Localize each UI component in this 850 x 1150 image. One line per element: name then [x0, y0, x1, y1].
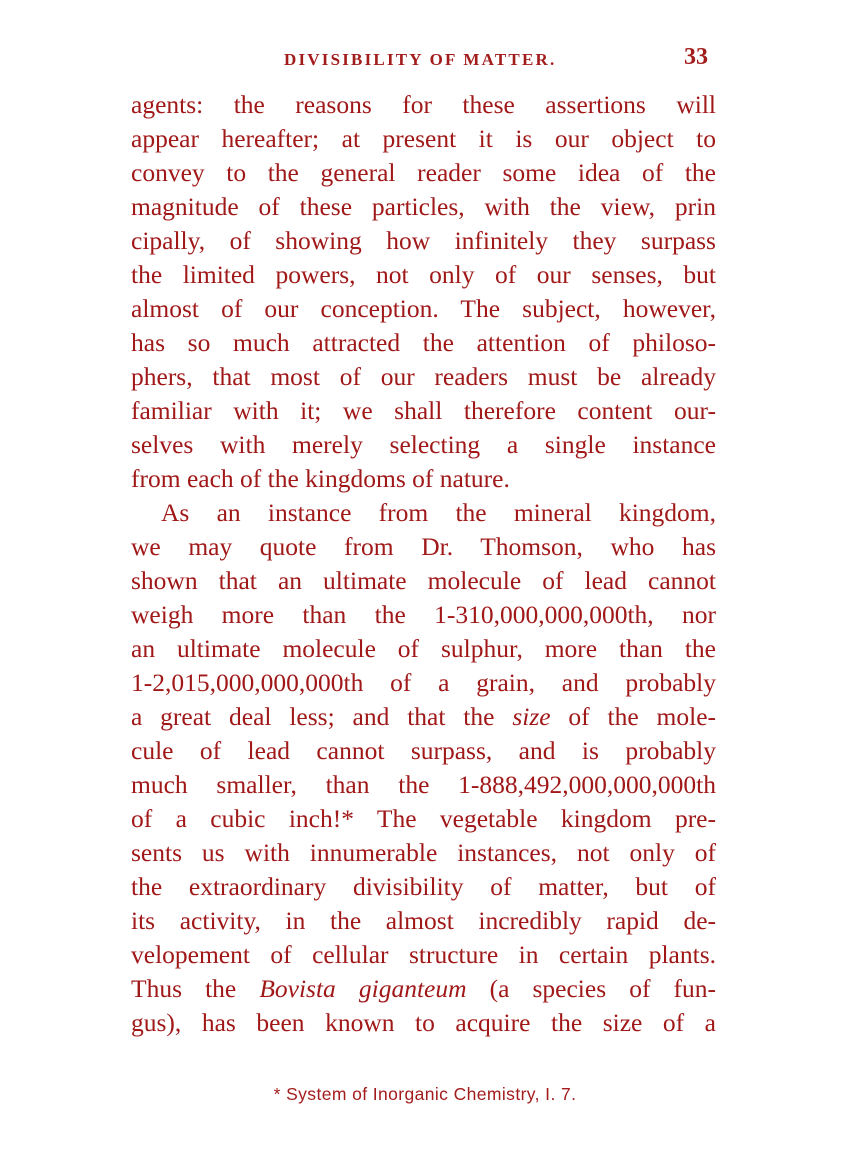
text-line: velopement of cellular structure in certain plants. [131, 940, 716, 969]
running-title: DIVISIBILITY OF MATTER. [284, 50, 557, 69]
text-line: shown that an ultimate molecule of lead cannot [131, 566, 716, 595]
body-text [131, 88, 716, 1040]
line-text: of the mole- [550, 702, 717, 731]
text-line: cipally, of showing how infinitely they surpass [131, 226, 716, 255]
text-line: sents us with innumerable instances, not only of [131, 838, 716, 867]
text-line: appear hereafter; at present it is our object to [131, 124, 716, 153]
line-text: Thus the [131, 974, 260, 1003]
text-line: almost of our conception. The subject, however, [131, 294, 716, 323]
text-line: its activity, in the almost incredibly rapid de- [131, 906, 716, 935]
text-line: an ultimate molecule of sulphur, more than the [131, 634, 716, 663]
text-line: of a cubic inch!* The vegetable kingdom pre- [131, 804, 716, 833]
footnote: * System of Inorganic Chemistry, I. 7. [273, 1084, 577, 1104]
text-line: phers, that most of our readers must be already [131, 362, 716, 391]
line-text: (a species of fun- [466, 974, 717, 1003]
text-line: agents: the reasons for these assertions will [131, 90, 716, 119]
text-line: much smaller, than the 1-888,492,000,000,000th [131, 770, 716, 799]
text-line-with-italic [131, 972, 716, 1006]
text-line: the limited powers, not only of our senses, but [131, 260, 716, 289]
running-head [0, 44, 850, 74]
text-line: selves with merely selecting a single instance [131, 430, 716, 459]
text-line: convey to the general reader some idea of the [131, 158, 716, 187]
text-line: 1-2,015,000,000,000th of a grain, and probably [131, 668, 716, 697]
text-line: has so much attracted the attention of philoso- [131, 328, 716, 357]
italic-species-name: Bovista giganteum [259, 974, 467, 1003]
page-number: 33 [684, 44, 708, 70]
text-line: familiar with it; we shall therefore content our- [131, 396, 716, 425]
text-line: the extraordinary divisibility of matter, but of [131, 872, 716, 901]
paragraph-start-line: As an instance from the mineral kingdom, [161, 498, 716, 527]
text-line: gus), has been known to acquire the size of a [131, 1008, 716, 1037]
text-line: from each of the kingdoms of nature. [131, 464, 510, 493]
text-line: cule of lead cannot surpass, and is probably [131, 736, 716, 765]
text-line: we may quote from Dr. Thomson, who has [131, 532, 716, 561]
text-line-with-italic [131, 700, 716, 734]
italic-word: size [512, 702, 551, 731]
text-line: magnitude of these particles, with the view, prin [131, 192, 716, 221]
text-line: weigh more than the 1-310,000,000,000th, nor [131, 600, 716, 629]
line-text: a great deal less; and that the [131, 702, 513, 731]
